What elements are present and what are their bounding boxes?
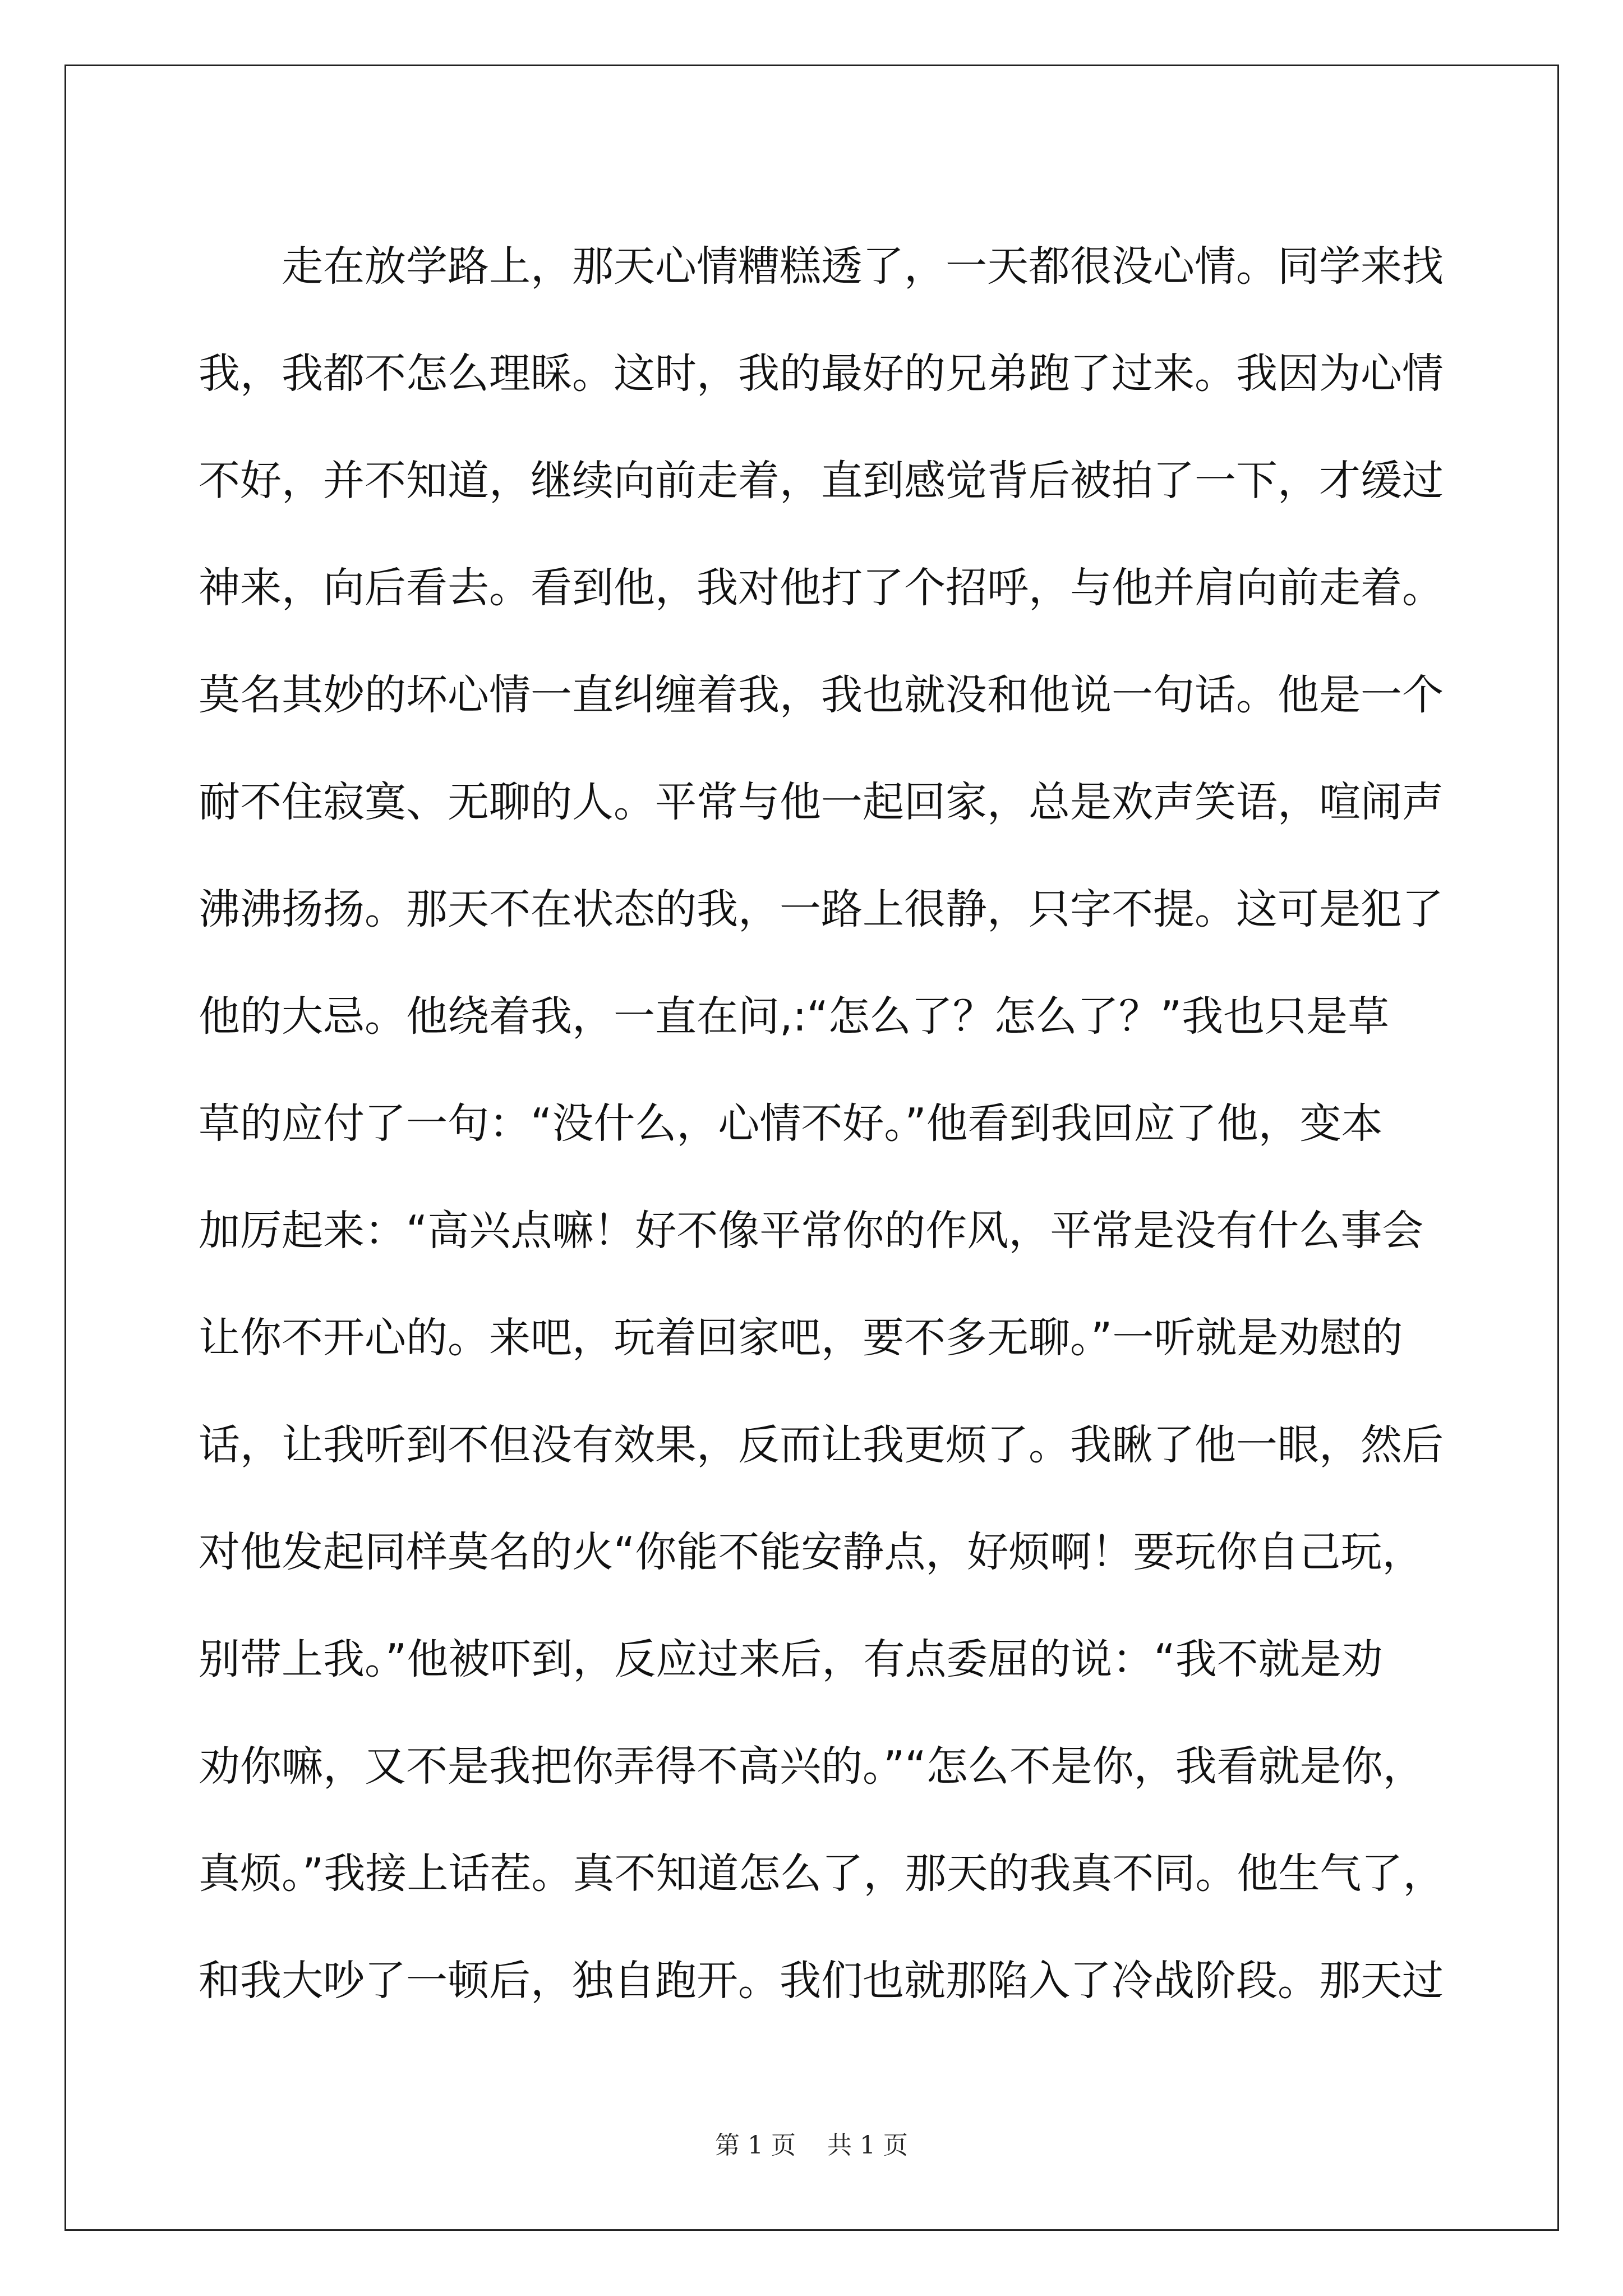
document-body (199, 213, 1445, 2035)
text-line: 对他发起同样莫名的火“你能不能安静点，好烦啊！要玩你自己玩， (199, 1528, 1424, 1576)
text-line: 别带上我。”他被吓到，反应过来后，有点委屈的说：“我不就是劝 (199, 1635, 1383, 1683)
text-line: 莫名其妙的坏心情一直纠缠着我，我也就没和他说一句话。他是一个 (199, 671, 1444, 719)
text-line: 我，我都不怎么理睬。这时，我的最好的兄弟跑了过来。我因为心情 (199, 349, 1444, 398)
text-line: 真烦。”我接上话茬。真不知道怎么了，那天的我真不同。他生气了， (199, 1849, 1445, 1898)
text-line: 让你不开心的。来吧，玩着回家吧，要不多无聊。”一听就是劝慰的 (199, 1314, 1403, 1362)
text-line: 耐不住寂寞、无聊的人。平常与他一起回家，总是欢声笑语，喧闹声 (199, 778, 1444, 826)
text-line: 不好，并不知道，继续向前走着，直到感觉背后被拍了一下，才缓过 (199, 457, 1444, 505)
text-line: 加厉起来：“高兴点嘛！好不像平常你的作风，平常是没有什么事会 (199, 1207, 1424, 1255)
text-line: 神来，向后看去。看到他，我对他打了个招呼，与他并肩向前走着。 (199, 564, 1444, 612)
text-line: 话，让我听到不但没有效果，反而让我更烦了。我瞅了他一眼，然后 (199, 1421, 1444, 1469)
text-line: 他的大忌。他绕着我，一直在问,:“怎么了？怎么了？”我也只是草 (199, 992, 1390, 1041)
page-footer: 第 1 页 共 1 页 (715, 2131, 908, 2160)
text-line: 和我大吵了一顿后，独自跑开。我们也就那陷入了冷战阶段。那天过 (199, 1957, 1444, 2005)
text-line: 沸沸扬扬。那天不在状态的我，一路上很静，只字不提。这可是犯了 (199, 885, 1444, 933)
text-line: 草的应付了一句：“没什么，心情不好。”他看到我回应了他，变本 (199, 1099, 1383, 1148)
text-line: 走在放学路上，那天心情糟糕透了，一天都很没心情。同学来找 (199, 242, 1444, 291)
text-line: 劝你嘛，又不是我把你弄得不高兴的。”“怎么不是你，我看就是你， (199, 1742, 1424, 1791)
